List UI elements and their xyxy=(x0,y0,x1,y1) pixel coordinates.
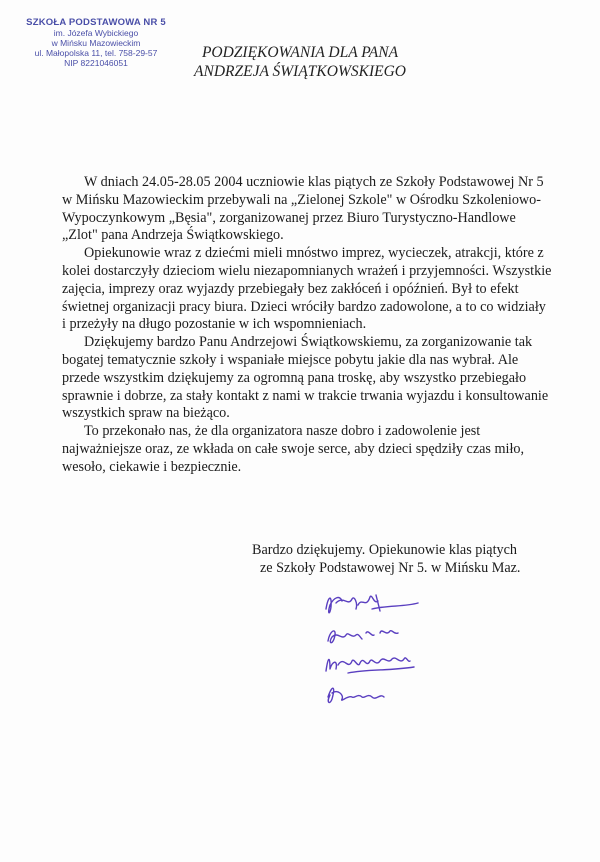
signature-2 xyxy=(328,631,398,643)
letter-closing xyxy=(252,541,552,577)
paragraph-1: W dniach 24.05-28.05 2004 uczniowie klas piątych ze Szkoły Podstawowej Nr 5 w Mińsku Mazowieckim przebywali na „Zielonej Szkole" w Ośrodku Szkoleniowo-Wypoczynkowym „Bęsia", zorganizowanej przez Biuro Turystyczno-Handlowe „Zlot" pana Andrzeja Świątkowskiego. xyxy=(62,174,544,244)
signature-4 xyxy=(328,688,384,702)
stamp-school-name: SZKOŁA PODSTAWOWA NR 5 xyxy=(26,17,166,28)
stamp-nip: NIP 8221046051 xyxy=(64,58,128,68)
title-line-2: ANDRZEJA ŚWIĄTKOWSKIEGO xyxy=(194,63,406,80)
stamp-patron: im. Józefa Wybickiego xyxy=(53,28,139,38)
signatures-drawing xyxy=(318,585,448,715)
paragraph-4: To przekonało nas, że dla organizatora nasze dobro i zadowolenie jest najważniejsze oraz, ze wkłada on całe swoje serce, aby dzieci spędziły czas miło, wesoło, ciekawie i bezpiecznie. xyxy=(62,423,525,475)
paragraph-2: Opiekunowie wraz z dziećmi mieli mnóstwo imprez, wycieczek, atrakcji, które z kolei dostarczyły dzieciom wielu niezapomnianych wrażeń i przyjemności. Wszystkie zajęcia, imprezy oraz wyjazdy przebiegały bez zakłóceń i opóźnień. Był to efekt świetnej organizacji pracy biura. Dzieci wróciły bardzo zadowolone, a to co widziały i przeżyły na długo pozostanie w ich wspomnieniach. xyxy=(62,245,552,333)
letter-title xyxy=(150,43,450,81)
handwritten-signatures xyxy=(318,585,448,715)
closing-line-1: Bardzo dziękujemy. Opiekunowie klas piątych xyxy=(252,542,518,558)
signature-3 xyxy=(326,658,414,673)
closing-line-2: ze Szkoły Podstawowej Nr 5. w Mińsku Maz. xyxy=(260,560,521,576)
paragraph-3: Dziękujemy bardzo Panu Andrzejowi Świątkowskiemu, za zorganizowanie tak bogatej tematycznie szkoły i wspaniałe miejsce pobytu jakie dla nas wybrał. Ale przede wszystkim dziękujemy za ogromną pana troskę, aby wszystko przebiegało sprawnie i dobrze, za stały kontakt z nami w trakcie trwania wyjazdu i konsultowanie wszystkich spraw na bieżąco. xyxy=(62,334,549,422)
letter-body xyxy=(62,174,552,477)
stamp-city: w Mińsku Mazowieckim xyxy=(51,38,141,48)
signature-1 xyxy=(326,595,418,613)
stamp-address: ul. Małopolska 11, tel. 758-29-57 xyxy=(34,48,158,58)
title-line-1: PODZIĘKOWANIA DLA PANA xyxy=(201,44,399,61)
